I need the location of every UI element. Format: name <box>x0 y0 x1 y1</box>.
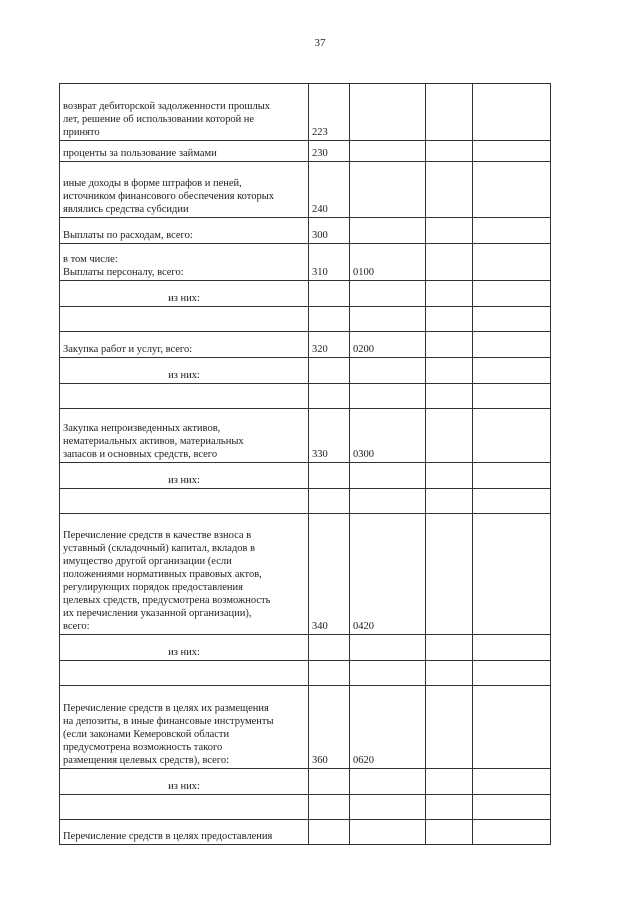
value-cell <box>426 686 473 769</box>
table-row <box>60 281 551 307</box>
row-name-cell: Закупка непроизведенных активов, нематериальных активов, материальных запасов и основных средств, всего <box>60 409 309 463</box>
value-cell <box>426 162 473 218</box>
row-line-code <box>309 463 350 489</box>
row-line-code <box>309 635 350 661</box>
table-row <box>60 463 551 489</box>
row-name-cell: в том числе: Выплаты персоналу, всего: <box>60 244 309 281</box>
row-name-cell <box>60 661 309 686</box>
row-name-cell: из них: <box>60 358 309 384</box>
row-line-code: 310 <box>309 244 350 281</box>
table-row <box>60 141 551 162</box>
row-name-cell: Перечисление средств в целях их размещения на депозиты, в иные финансовые инструменты (если законами Кемеровской области предусмотрена возможность такого размещения целевых средств), всего: <box>60 686 309 769</box>
value-cell <box>473 358 551 384</box>
row-line-code <box>309 307 350 332</box>
row-line-code <box>309 769 350 795</box>
row-kbk-code <box>350 635 426 661</box>
value-cell <box>426 244 473 281</box>
value-cell <box>473 635 551 661</box>
row-kbk-code <box>350 795 426 820</box>
value-cell <box>426 358 473 384</box>
row-name-cell: Перечисление средств в целях предоставления <box>60 820 309 845</box>
row-line-code: 340 <box>309 514 350 635</box>
value-cell <box>426 409 473 463</box>
row-kbk-code: 0300 <box>350 409 426 463</box>
value-cell <box>426 218 473 244</box>
row-name-cell: из них: <box>60 769 309 795</box>
row-kbk-code <box>350 84 426 141</box>
value-cell <box>426 307 473 332</box>
table-row <box>60 686 551 769</box>
row-line-code <box>309 820 350 845</box>
table-row <box>60 244 551 281</box>
row-name-cell: проценты за пользование займами <box>60 141 309 162</box>
value-cell <box>473 769 551 795</box>
row-kbk-code <box>350 218 426 244</box>
table-row <box>60 218 551 244</box>
row-name-cell: иные доходы в форме штрафов и пеней, источником финансового обеспечения которых являлись средства субсидии <box>60 162 309 218</box>
value-cell <box>473 795 551 820</box>
value-cell <box>473 218 551 244</box>
row-kbk-code <box>350 358 426 384</box>
value-cell <box>426 141 473 162</box>
row-kbk-code <box>350 141 426 162</box>
row-line-code <box>309 661 350 686</box>
value-cell <box>426 795 473 820</box>
row-kbk-code <box>350 281 426 307</box>
row-kbk-code: 0200 <box>350 332 426 358</box>
row-kbk-code <box>350 661 426 686</box>
row-name-cell: Выплаты по расходам, всего: <box>60 218 309 244</box>
row-name-cell: Закупка работ и услуг, всего: <box>60 332 309 358</box>
row-kbk-code <box>350 489 426 514</box>
row-name-cell: Перечисление средств в качестве взноса в уставный (складочный) капитал, вкладов в имущество другой организации (если положениями нормативных правовых актов, регулирующих порядок предоставления целевых средств, предусмотрена возможность их перечисления указанной организации), всего: <box>60 514 309 635</box>
row-line-code: 360 <box>309 686 350 769</box>
table-row <box>60 358 551 384</box>
row-kbk-code <box>350 162 426 218</box>
row-line-code: 300 <box>309 218 350 244</box>
row-name-cell <box>60 489 309 514</box>
row-line-code <box>309 281 350 307</box>
table-row <box>60 384 551 409</box>
value-cell <box>473 281 551 307</box>
table-row <box>60 820 551 845</box>
row-line-code <box>309 795 350 820</box>
value-cell <box>473 384 551 409</box>
row-kbk-code <box>350 769 426 795</box>
table-row <box>60 661 551 686</box>
row-name-cell: возврат дебиторской задолженности прошлых лет, решение об использовании которой не принято <box>60 84 309 141</box>
value-cell <box>473 307 551 332</box>
value-cell <box>473 84 551 141</box>
row-line-code: 330 <box>309 409 350 463</box>
value-cell <box>426 84 473 141</box>
table-row <box>60 162 551 218</box>
row-name-cell: из них: <box>60 635 309 661</box>
value-cell <box>426 514 473 635</box>
table-row <box>60 84 551 141</box>
value-cell <box>426 463 473 489</box>
value-cell <box>426 332 473 358</box>
value-cell <box>473 409 551 463</box>
table-row <box>60 409 551 463</box>
row-line-code <box>309 489 350 514</box>
page-number: 37 <box>314 37 326 49</box>
value-cell <box>473 244 551 281</box>
value-cell <box>473 686 551 769</box>
row-kbk-code <box>350 384 426 409</box>
row-kbk-code: 0420 <box>350 514 426 635</box>
table-row <box>60 332 551 358</box>
table-row <box>60 795 551 820</box>
table-row <box>60 489 551 514</box>
value-cell <box>426 661 473 686</box>
row-line-code: 230 <box>309 141 350 162</box>
row-kbk-code: 0100 <box>350 244 426 281</box>
row-name-cell <box>60 307 309 332</box>
row-line-code <box>309 358 350 384</box>
value-cell <box>473 489 551 514</box>
row-kbk-code <box>350 307 426 332</box>
value-cell <box>426 769 473 795</box>
value-cell <box>473 514 551 635</box>
row-name-cell: из них: <box>60 281 309 307</box>
report-table <box>59 83 551 845</box>
row-line-code: 223 <box>309 84 350 141</box>
value-cell <box>426 489 473 514</box>
row-kbk-code <box>350 463 426 489</box>
row-line-code: 240 <box>309 162 350 218</box>
value-cell <box>473 661 551 686</box>
table-row <box>60 635 551 661</box>
row-line-code <box>309 384 350 409</box>
table-row <box>60 514 551 635</box>
table-row <box>60 307 551 332</box>
row-name-cell <box>60 384 309 409</box>
row-name-cell <box>60 795 309 820</box>
value-cell <box>426 281 473 307</box>
row-name-cell: из них: <box>60 463 309 489</box>
value-cell <box>426 384 473 409</box>
value-cell <box>473 141 551 162</box>
table-row <box>60 769 551 795</box>
value-cell <box>426 820 473 845</box>
value-cell <box>473 820 551 845</box>
value-cell <box>426 635 473 661</box>
value-cell <box>473 332 551 358</box>
value-cell <box>473 463 551 489</box>
row-kbk-code <box>350 820 426 845</box>
row-line-code: 320 <box>309 332 350 358</box>
row-kbk-code: 0620 <box>350 686 426 769</box>
value-cell <box>473 162 551 218</box>
